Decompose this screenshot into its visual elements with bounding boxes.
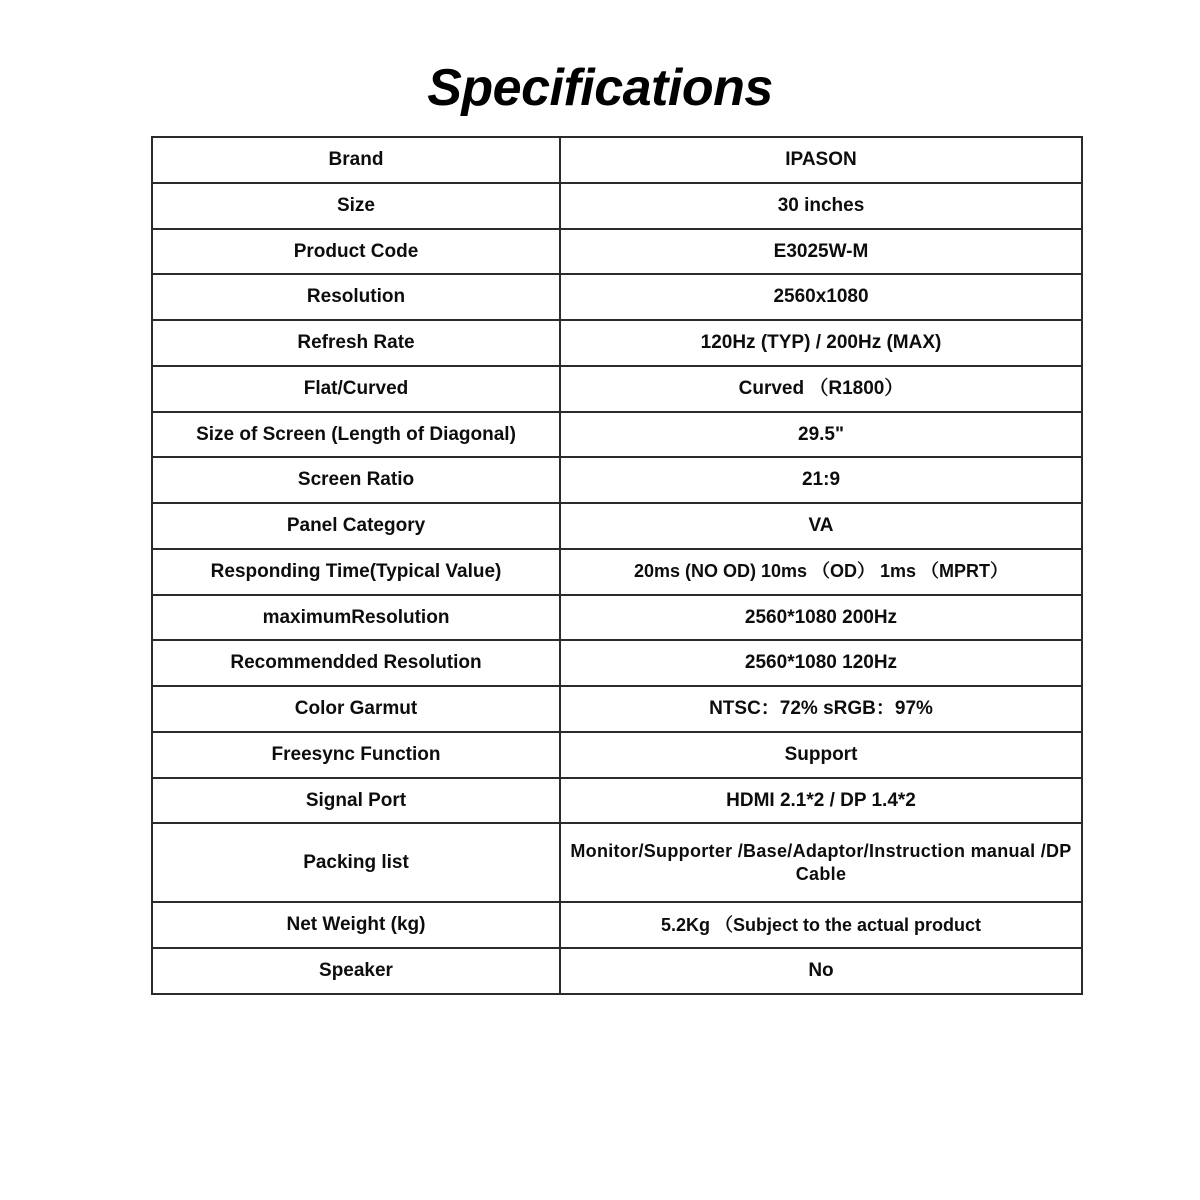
spec-label: Flat/Curved: [152, 366, 560, 412]
spec-value: 20ms (NO OD) 10ms （OD） 1ms （MPRT）: [560, 549, 1082, 595]
table-row: [152, 640, 1082, 686]
spec-value: 2560*1080 120Hz: [560, 640, 1082, 686]
spec-label: Screen Ratio: [152, 457, 560, 503]
spec-value: 120Hz (TYP) / 200Hz (MAX): [560, 320, 1082, 366]
spec-value: VA: [560, 503, 1082, 549]
table-row: [152, 320, 1082, 366]
spec-label: Net Weight (kg): [152, 902, 560, 948]
spec-label: Color Garmut: [152, 686, 560, 732]
table-row: [152, 229, 1082, 275]
spec-value: 5.2Kg （Subject to the actual product: [560, 902, 1082, 948]
table-row: [152, 274, 1082, 320]
spec-value: HDMI 2.1*2 / DP 1.4*2: [560, 778, 1082, 824]
spec-value: No: [560, 948, 1082, 994]
page-title: Specifications: [427, 59, 773, 117]
spec-label: Resolution: [152, 274, 560, 320]
spec-label: Packing list: [152, 823, 560, 902]
table-row: [152, 778, 1082, 824]
spec-value: NTSC：72% sRGB：97%: [560, 686, 1082, 732]
spec-label: Refresh Rate: [152, 320, 560, 366]
spec-label: Panel Category: [152, 503, 560, 549]
table-row: [152, 366, 1082, 412]
spec-table-container: [151, 136, 1072, 995]
table-row: [152, 412, 1082, 458]
table-row: [152, 686, 1082, 732]
table-row: [152, 457, 1082, 503]
table-row: [152, 503, 1082, 549]
spec-label: Size: [152, 183, 560, 229]
spec-label: Recommendded Resolution: [152, 640, 560, 686]
spec-label: Speaker: [152, 948, 560, 994]
spec-table-body: [152, 137, 1082, 994]
spec-label: Brand: [152, 137, 560, 183]
spec-value: Monitor/Supporter /Base/Adaptor/Instruction manual /DP Cable: [560, 823, 1082, 902]
spec-value: 2560*1080 200Hz: [560, 595, 1082, 641]
spec-label: Responding Time(Typical Value): [152, 549, 560, 595]
table-row: [152, 902, 1082, 948]
table-row: [152, 948, 1082, 994]
spec-value: Support: [560, 732, 1082, 778]
table-row: [152, 595, 1082, 641]
table-row: [152, 549, 1082, 595]
spec-value: 21:9: [560, 457, 1082, 503]
table-row: [152, 732, 1082, 778]
spec-label: maximumResolution: [152, 595, 560, 641]
specifications-table: [151, 136, 1083, 995]
spec-value: E3025W-M: [560, 229, 1082, 275]
spec-value: 30 inches: [560, 183, 1082, 229]
table-row: [152, 183, 1082, 229]
table-row: [152, 137, 1082, 183]
spec-label: Size of Screen (Length of Diagonal): [152, 412, 560, 458]
spec-value: IPASON: [560, 137, 1082, 183]
table-row: [152, 823, 1082, 902]
spec-label: Product Code: [152, 229, 560, 275]
spec-value: 29.5": [560, 412, 1082, 458]
spec-label: Freesync Function: [152, 732, 560, 778]
spec-label: Signal Port: [152, 778, 560, 824]
spec-value: Curved （R1800）: [560, 366, 1082, 412]
spec-value: 2560x1080: [560, 274, 1082, 320]
